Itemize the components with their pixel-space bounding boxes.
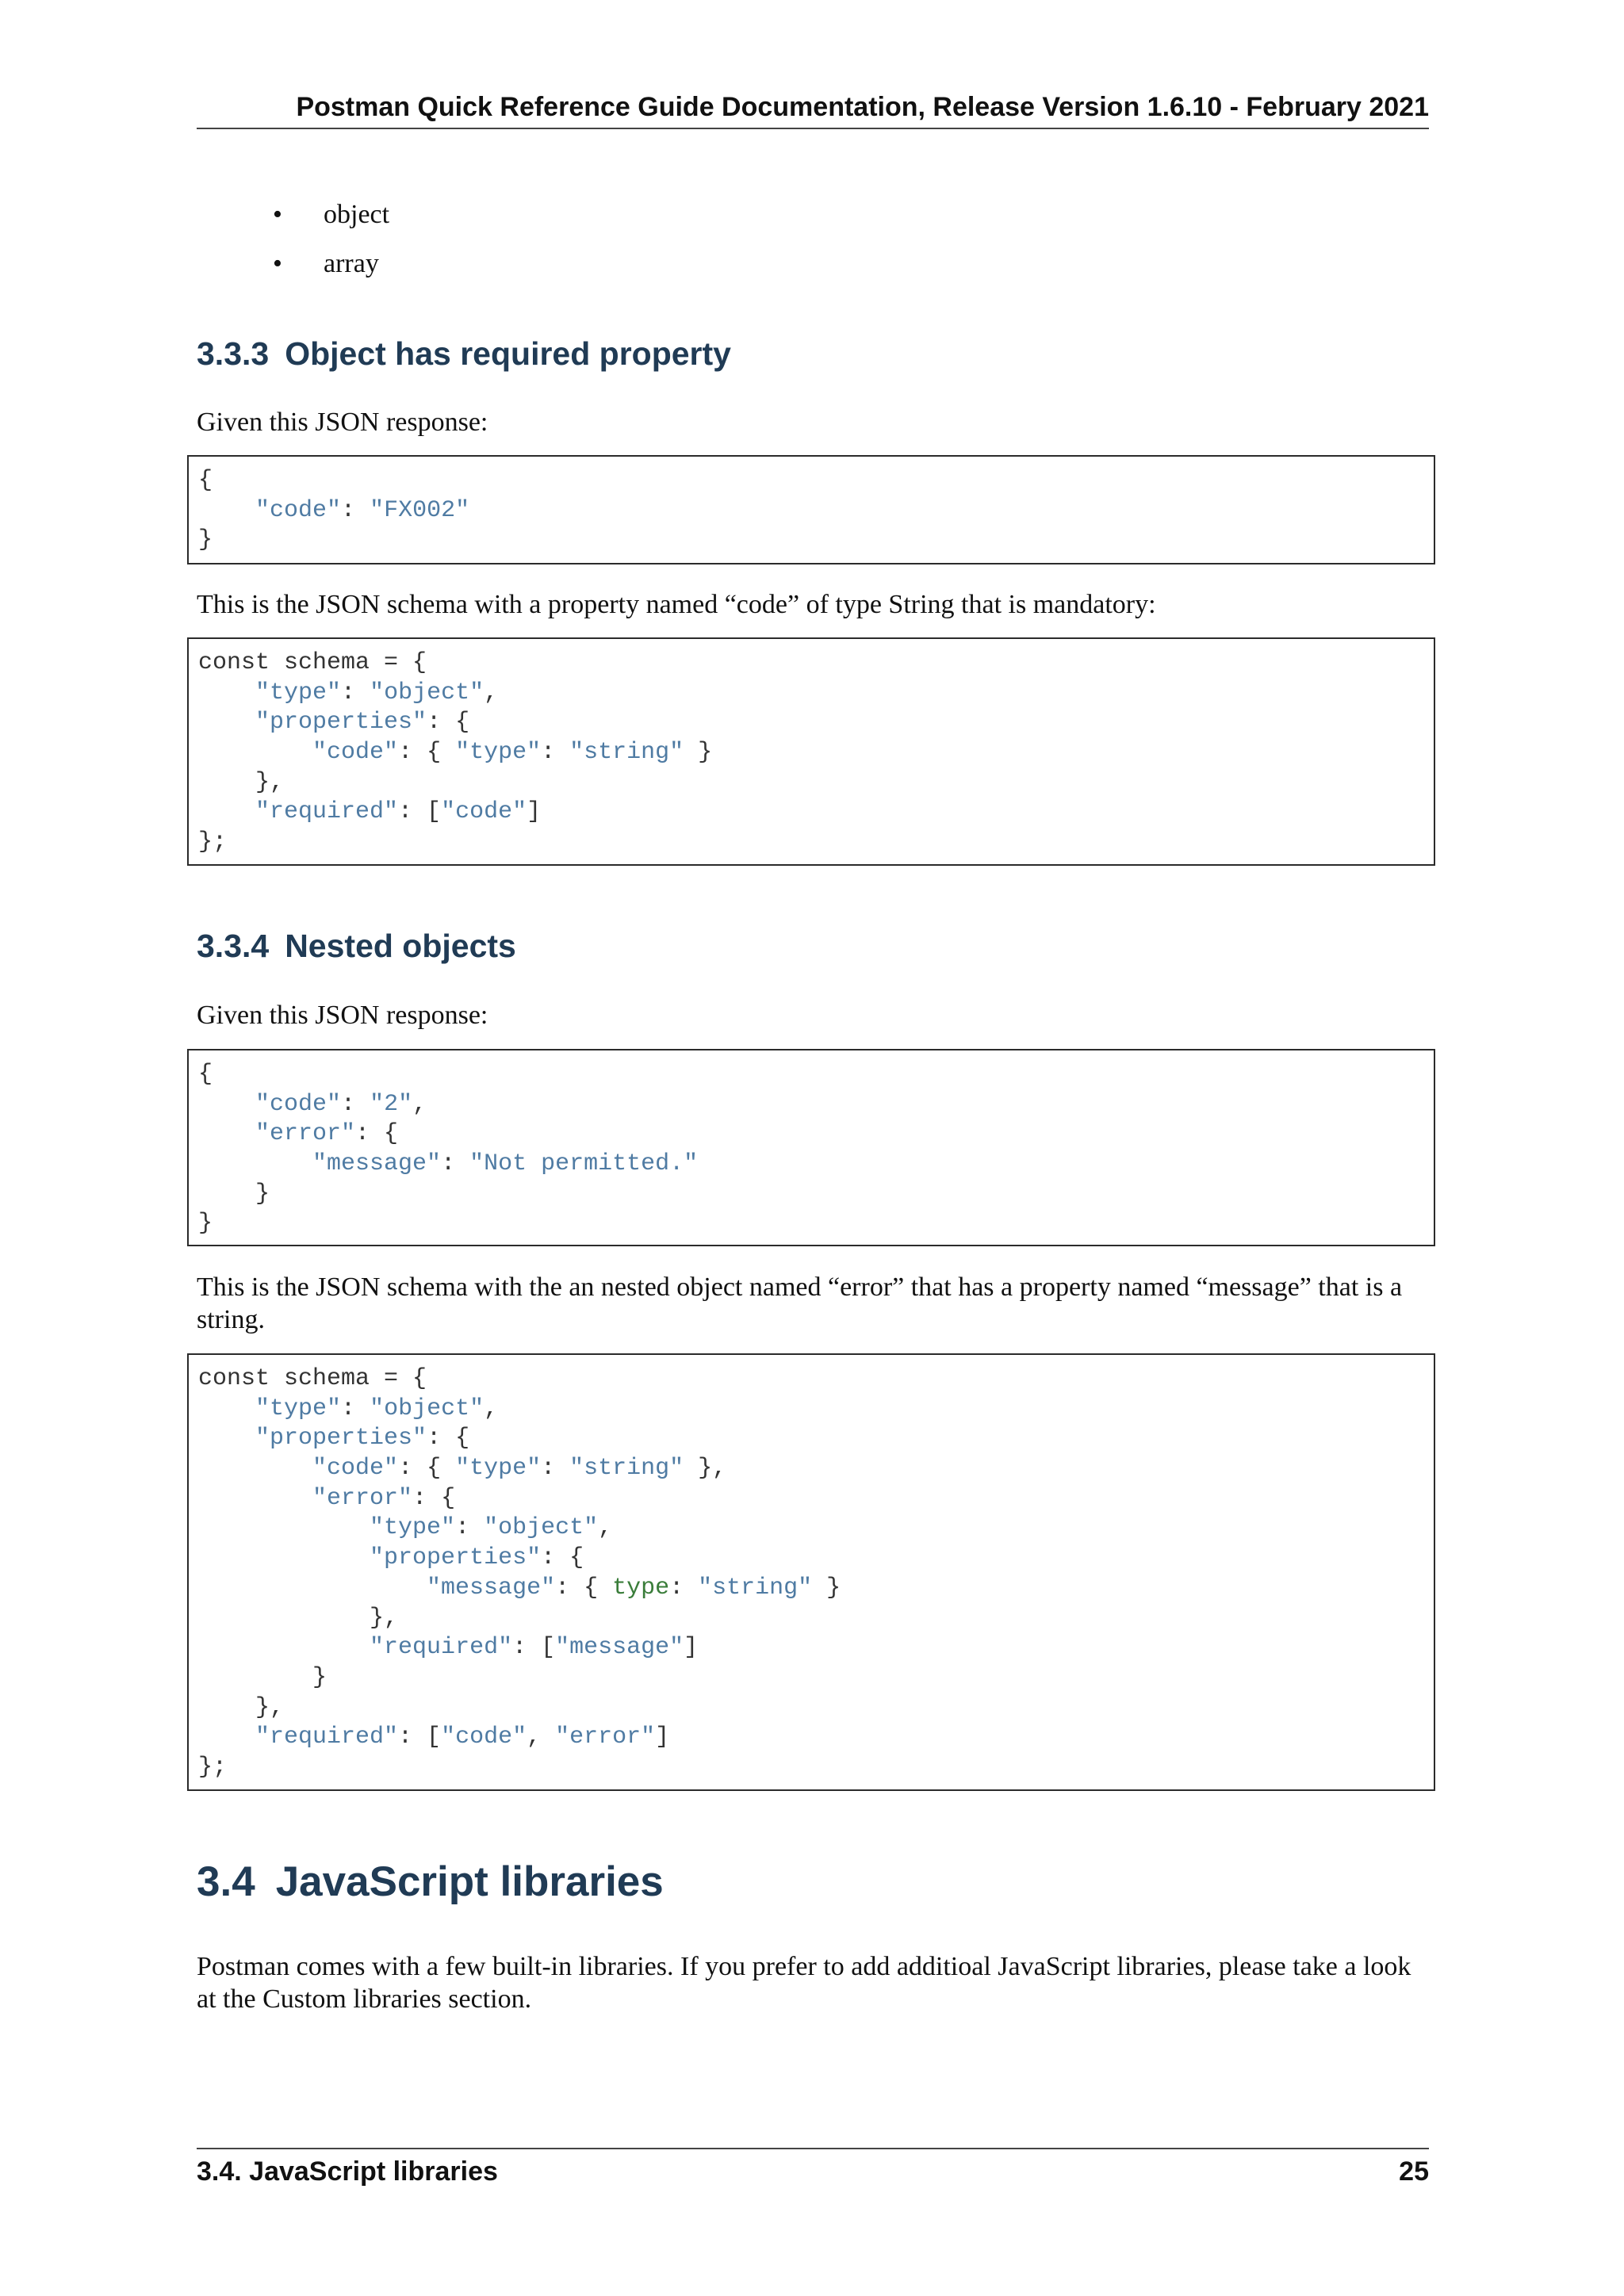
code-line bbox=[198, 1209, 1434, 1239]
section-heading-3-4 bbox=[197, 1857, 664, 1908]
code-token: "code" bbox=[312, 739, 399, 767]
code-token: , bbox=[412, 1090, 427, 1118]
code-token bbox=[198, 1455, 312, 1482]
code-line bbox=[198, 1364, 1434, 1395]
code-token: "required" bbox=[255, 1724, 399, 1751]
code-token bbox=[198, 709, 255, 736]
code-token bbox=[198, 1395, 255, 1422]
code-token: : { bbox=[355, 1120, 399, 1148]
code-token: }; bbox=[198, 828, 228, 856]
code-token: "message" bbox=[312, 1150, 442, 1178]
code-line bbox=[198, 1424, 1434, 1454]
code-token: "object" bbox=[370, 1395, 485, 1422]
section-number: 3.3.3 bbox=[197, 335, 270, 372]
code-token bbox=[198, 1724, 255, 1751]
code-token: "string" bbox=[569, 739, 684, 767]
code-token: "code" bbox=[441, 798, 527, 826]
code-token: const schema = { bbox=[198, 1365, 427, 1392]
code-token: "type" bbox=[255, 1395, 342, 1422]
code-token: "code" bbox=[255, 496, 342, 524]
code-token: "message" bbox=[555, 1634, 684, 1662]
code-token: } bbox=[198, 526, 213, 554]
section-title: Object has required property bbox=[285, 335, 731, 372]
code-token: : bbox=[669, 1574, 699, 1601]
code-token: "error" bbox=[555, 1724, 656, 1751]
code-line bbox=[198, 1723, 1434, 1753]
code-token: } bbox=[198, 1663, 327, 1691]
code-line bbox=[198, 1454, 1434, 1484]
code-line bbox=[198, 1150, 1434, 1180]
code-token: "object" bbox=[484, 1514, 599, 1542]
code-token: : { bbox=[427, 709, 470, 737]
code-token: }, bbox=[198, 1693, 285, 1721]
list-item-text: array bbox=[324, 249, 379, 278]
code-token: { bbox=[198, 467, 213, 494]
code-token: "2" bbox=[370, 1090, 413, 1118]
code-token: ] bbox=[684, 1634, 699, 1662]
code-token: : bbox=[341, 679, 370, 706]
code-line bbox=[198, 1693, 1434, 1724]
code-token: , bbox=[527, 1724, 556, 1751]
section-number: 3.3.4 bbox=[197, 928, 270, 964]
code-token bbox=[198, 1575, 427, 1601]
code-token: , bbox=[598, 1514, 613, 1542]
paragraph-schema-intro-1: This is the JSON schema with a property named “code” of type String that is mandatory: bbox=[197, 590, 1156, 619]
code-token: "properties" bbox=[255, 709, 427, 737]
code-token: "object" bbox=[370, 679, 485, 706]
code-line bbox=[198, 738, 1434, 768]
code-token: : [ bbox=[512, 1634, 556, 1662]
code-block-response-2 bbox=[187, 1049, 1435, 1246]
code-token: : { bbox=[412, 1484, 456, 1512]
code-token: , bbox=[484, 1395, 499, 1422]
code-line bbox=[198, 1180, 1434, 1210]
code-line bbox=[198, 1753, 1434, 1783]
code-token: : bbox=[541, 739, 570, 767]
code-line bbox=[198, 708, 1434, 738]
section-heading-3-3-3 bbox=[197, 333, 731, 374]
code-token: "string" bbox=[698, 1574, 813, 1601]
code-line bbox=[198, 1395, 1434, 1425]
footer-rule bbox=[197, 2148, 1429, 2149]
paragraph-libraries: Postman comes with a few built-in libraries. If you prefer to add additioal JavaScript libraries, please take a look at the Custom libraries section. bbox=[197, 1952, 1411, 2014]
section-title: Nested objects bbox=[285, 928, 516, 964]
code-token: }; bbox=[198, 1753, 228, 1781]
code-line bbox=[198, 1513, 1434, 1544]
code-token: : [ bbox=[398, 798, 442, 826]
code-token: : bbox=[341, 1090, 370, 1118]
code-token: "code" bbox=[312, 1455, 399, 1483]
code-token: : bbox=[455, 1514, 485, 1542]
code-token: { bbox=[198, 1061, 213, 1088]
code-token: "properties" bbox=[370, 1544, 542, 1572]
bullet-icon: • bbox=[273, 249, 282, 278]
code-line bbox=[198, 1633, 1434, 1663]
code-token: : { bbox=[541, 1544, 584, 1572]
code-token: "error" bbox=[255, 1120, 356, 1148]
code-token: : { bbox=[398, 1455, 456, 1483]
code-token bbox=[198, 739, 312, 766]
code-token bbox=[198, 679, 255, 706]
code-token: "FX002" bbox=[370, 496, 470, 524]
list-item bbox=[273, 190, 390, 239]
code-block-schema-1 bbox=[187, 637, 1435, 866]
page-number: 25 bbox=[1399, 2156, 1429, 2187]
code-line bbox=[198, 526, 1434, 556]
code-token bbox=[198, 1150, 312, 1177]
code-line bbox=[198, 798, 1434, 828]
paragraph-intro-1: Given this JSON response: bbox=[197, 408, 488, 437]
bullet-icon: • bbox=[273, 200, 282, 229]
code-token: "type" bbox=[370, 1514, 456, 1542]
code-token: } bbox=[198, 1180, 270, 1207]
code-token: : { bbox=[427, 1425, 470, 1452]
paragraph-schema-intro-2: This is the JSON schema with the an nested object named “error” that has a property named “message” that is a string. bbox=[197, 1272, 1403, 1334]
section-heading-3-3-4 bbox=[197, 925, 516, 966]
code-token bbox=[198, 1485, 312, 1512]
code-token bbox=[198, 1091, 255, 1118]
code-line bbox=[198, 828, 1434, 858]
running-header: Postman Quick Reference Guide Documentation, Release Version 1.6.10 - February 2021 bbox=[296, 92, 1429, 122]
code-token: "type" bbox=[255, 679, 342, 706]
code-line bbox=[198, 1663, 1434, 1693]
code-token: "properties" bbox=[255, 1425, 427, 1452]
code-line bbox=[198, 466, 1434, 496]
code-token: }, bbox=[198, 1604, 399, 1632]
code-token: : bbox=[341, 496, 370, 524]
type-bullet-list bbox=[273, 190, 390, 289]
code-line bbox=[198, 1090, 1434, 1120]
code-token: : [ bbox=[398, 1724, 442, 1751]
code-token: "string" bbox=[569, 1455, 684, 1483]
section-number: 3.4 bbox=[197, 1858, 255, 1905]
footer-section-label: 3.4. JavaScript libraries bbox=[197, 2156, 498, 2187]
code-token: : bbox=[541, 1455, 570, 1483]
code-token: : { bbox=[398, 739, 456, 767]
code-line bbox=[198, 679, 1434, 709]
code-line bbox=[198, 649, 1434, 679]
code-token: }, bbox=[684, 1455, 727, 1483]
paragraph-intro-2: Given this JSON response: bbox=[197, 1001, 488, 1030]
code-token: ] bbox=[655, 1724, 670, 1751]
code-block-schema-2 bbox=[187, 1353, 1435, 1791]
code-token: } bbox=[684, 739, 713, 767]
code-token bbox=[198, 798, 255, 825]
code-token: "Not permitted." bbox=[469, 1150, 699, 1178]
code-line bbox=[198, 1574, 1434, 1604]
code-token: type bbox=[612, 1574, 670, 1601]
code-token bbox=[198, 1514, 370, 1541]
code-token: "message" bbox=[427, 1574, 556, 1601]
code-block-response-1 bbox=[187, 455, 1435, 564]
code-token: "error" bbox=[312, 1484, 413, 1512]
code-token: "required" bbox=[370, 1634, 513, 1662]
code-token: "required" bbox=[255, 798, 399, 826]
code-line bbox=[198, 1484, 1434, 1514]
code-token bbox=[198, 1634, 370, 1661]
list-item bbox=[273, 239, 389, 289]
section-title: JavaScript libraries bbox=[275, 1858, 664, 1905]
code-line bbox=[198, 1604, 1434, 1634]
code-token: "type" bbox=[455, 739, 542, 767]
code-token bbox=[198, 1544, 370, 1571]
code-line bbox=[198, 1060, 1434, 1090]
code-token bbox=[198, 1425, 255, 1452]
header-rule bbox=[197, 128, 1429, 129]
code-line bbox=[198, 768, 1434, 798]
code-token: "code" bbox=[441, 1724, 527, 1751]
code-token: "code" bbox=[255, 1090, 342, 1118]
code-token: : { bbox=[555, 1574, 613, 1601]
code-token: : bbox=[441, 1150, 470, 1178]
list-item-text: object bbox=[324, 200, 390, 229]
code-token: } bbox=[812, 1574, 841, 1601]
code-line bbox=[198, 496, 1434, 526]
code-token: } bbox=[198, 1210, 213, 1238]
code-token bbox=[198, 497, 255, 524]
code-line bbox=[198, 1544, 1434, 1574]
code-token: ] bbox=[527, 798, 542, 826]
code-token: }, bbox=[198, 768, 285, 796]
code-token: : bbox=[341, 1395, 370, 1422]
code-token: , bbox=[484, 679, 499, 706]
code-token: const schema = { bbox=[198, 649, 427, 676]
code-line bbox=[198, 1119, 1434, 1150]
code-token: "type" bbox=[455, 1455, 542, 1483]
code-token bbox=[198, 1120, 255, 1147]
